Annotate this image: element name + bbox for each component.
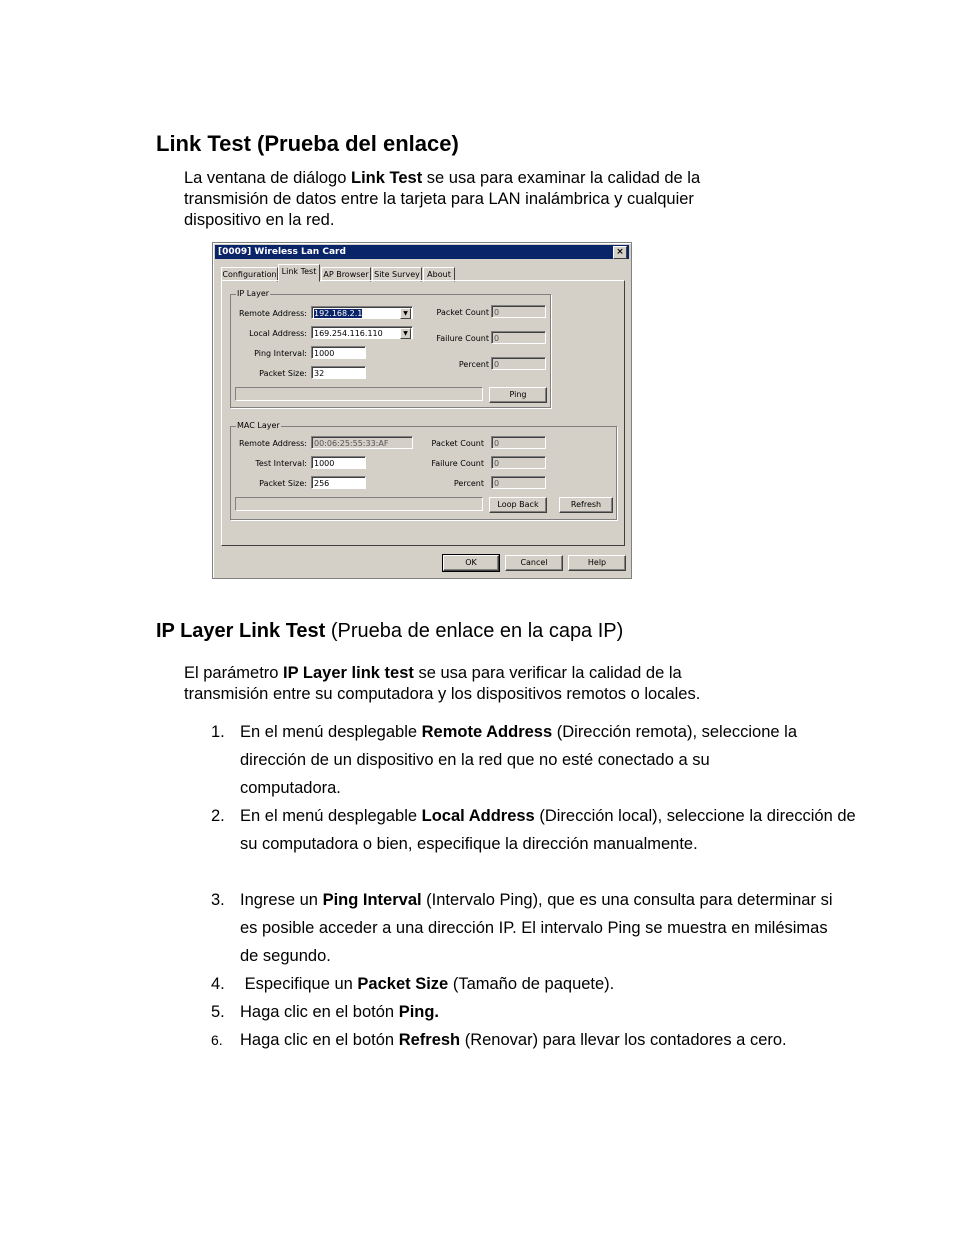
section-heading-link-test: Link Test (Prueba del enlace) — [156, 131, 459, 156]
list-item-text: Especifique un — [240, 975, 358, 993]
test-interval-label: Test Interval: — [255, 459, 307, 468]
ip-intro-bold: IP Layer link test — [283, 664, 414, 682]
ip-intro-text: El parámetro — [184, 664, 284, 682]
ip-local-address-label: Local Address: — [249, 329, 307, 338]
tab-configuration[interactable]: Configuration — [221, 267, 278, 282]
mac-packet-count-label: Packet Count — [431, 439, 484, 448]
mac-packet-size-input[interactable]: 256 — [311, 476, 366, 489]
ip-layer-paragraph — [184, 663, 824, 705]
mac-failure-count-label: Failure Count — [431, 459, 484, 468]
mac-packet-size-label: Packet Size: — [259, 479, 307, 488]
ip-local-address-value: 169.254.116.110 — [314, 329, 383, 338]
mac-remote-address-label: Remote Address: — [239, 439, 307, 448]
mac-failure-count-value: 0 — [491, 456, 546, 469]
list-item-number: 4. — [211, 975, 225, 993]
link-test-panel — [221, 280, 625, 546]
list-item-text: Ingrese un — [240, 891, 323, 909]
ip-layer-group — [230, 289, 551, 408]
mac-layer-group — [230, 421, 617, 520]
list-item-text: Haga clic en el botón — [240, 1031, 399, 1049]
dialog-titlebar — [215, 245, 629, 259]
ip-packet-size-input[interactable]: 32 — [311, 366, 366, 379]
section-heading-ip-layer — [156, 620, 623, 643]
refresh-button[interactable]: Refresh — [559, 497, 613, 513]
tab-about[interactable]: About — [423, 267, 455, 282]
list-item-text-2: (Intervalo Ping), que es una consulta para determinar si es posible acceder a una dirección IP. El intervalo Ping se muestra en milésimas de segundo. — [240, 891, 833, 965]
mac-packet-count-value: 0 — [491, 436, 546, 449]
list-item-number: 3. — [211, 891, 225, 909]
list-item — [211, 998, 861, 1026]
ip-packet-count-label: Packet Count — [436, 308, 489, 317]
intro-line-3: dispositivo en la red. — [184, 211, 335, 229]
tab-site-survey[interactable]: Site Survey — [372, 267, 422, 282]
mac-remote-address-field: 00:06:25:55:33:AF — [311, 436, 413, 449]
ip-percent-label: Percent — [458, 360, 489, 369]
tab-link-test[interactable]: Link Test — [278, 264, 320, 282]
ip-progress-bar — [235, 387, 483, 401]
ip-packet-count-value: 0 — [491, 305, 546, 318]
ip-failure-count-label: Failure Count — [436, 334, 489, 343]
list-item-number: 2. — [211, 807, 225, 825]
chevron-down-icon[interactable]: ▼ — [400, 308, 411, 319]
ip-failure-count-value: 0 — [491, 331, 546, 344]
tab-ap-browser[interactable]: AP Browser — [321, 267, 371, 282]
help-button[interactable]: Help — [568, 555, 626, 571]
list-item-text: Haga clic en el botón — [240, 1003, 399, 1021]
list-item-bold: Ping. — [398, 1003, 440, 1021]
list-item — [211, 1026, 861, 1054]
list-item-text: En el menú desplegable — [240, 723, 422, 741]
cancel-button[interactable]: Cancel — [505, 555, 563, 571]
list-item — [211, 802, 861, 858]
intro-text: La ventana de diálogo — [184, 169, 351, 187]
ip-percent-value: 0 — [491, 357, 546, 370]
close-icon[interactable]: × — [613, 246, 627, 259]
ip-intro-line-2: transmisión entre su computadora y los dispositivos remotos o locales. — [184, 685, 701, 703]
ping-interval-label: Ping Interval: — [254, 349, 307, 358]
intro-paragraph — [184, 168, 824, 231]
ip-packet-size-label: Packet Size: — [259, 369, 307, 378]
ok-button[interactable]: OK — [443, 555, 499, 571]
list-item — [211, 718, 861, 802]
list-item-bold: Packet Size — [357, 975, 449, 993]
ip-remote-address-dropdown[interactable] — [311, 306, 413, 319]
heading-bold: IP Layer Link Test — [156, 620, 326, 642]
ip-remote-address-value: 192.168.2.1 — [314, 309, 363, 318]
ip-local-address-dropdown[interactable] — [311, 326, 413, 339]
list-item-text: En el menú desplegable — [240, 807, 422, 825]
list-item-text-2: (Dirección remota), seleccione la dirección de un dispositivo en la red que no esté conectado a su computadora. — [240, 723, 797, 797]
list-item-bold: Ping Interval — [322, 891, 422, 909]
mac-layer-label: MAC Layer — [237, 421, 280, 430]
ping-button[interactable]: Ping — [489, 387, 547, 403]
list-item — [211, 886, 861, 970]
list-item-text-2: (Renovar) para llevar los contadores a cero. — [460, 1031, 787, 1049]
mac-progress-bar — [235, 497, 483, 511]
dialog-title: [0009] Wireless Lan Card — [218, 247, 346, 257]
intro-text-2: se usa para examinar la calidad de la — [422, 169, 701, 187]
heading-rest: (Prueba de enlace en la capa IP) — [325, 620, 624, 642]
ip-layer-label: IP Layer — [237, 289, 270, 298]
chevron-down-icon[interactable]: ▼ — [400, 328, 411, 339]
list-item-number: 5. — [211, 1003, 225, 1021]
list-item-number: 1. — [211, 723, 225, 741]
mac-percent-label: Percent — [453, 479, 484, 488]
list-item-text-2: (Dirección local), seleccione la dirección de su computadora o bien, especifique la dirección manualmente. — [240, 807, 856, 853]
test-interval-input[interactable]: 1000 — [311, 456, 366, 469]
intro-line-2: transmisión de datos entre la tarjeta para LAN inalámbrica y cualquier — [184, 190, 694, 208]
wireless-lan-dialog — [212, 242, 632, 579]
intro-bold: Link Test — [350, 169, 423, 187]
list-item-number: 6. — [211, 1032, 223, 1048]
ip-intro-text-2: se usa para verificar la calidad de la — [413, 664, 682, 682]
ip-remote-address-label: Remote Address: — [239, 309, 307, 318]
list-item-bold: Refresh — [398, 1031, 461, 1049]
list-item-bold: Local Address — [421, 807, 535, 825]
ping-interval-input[interactable]: 1000 — [311, 346, 366, 359]
mac-percent-value: 0 — [491, 476, 546, 489]
list-item-bold: Remote Address — [421, 723, 553, 741]
list-item-text-2: (Tamaño de paquete). — [448, 975, 615, 993]
list-item — [211, 970, 861, 998]
loop-back-button[interactable]: Loop Back — [489, 497, 547, 513]
